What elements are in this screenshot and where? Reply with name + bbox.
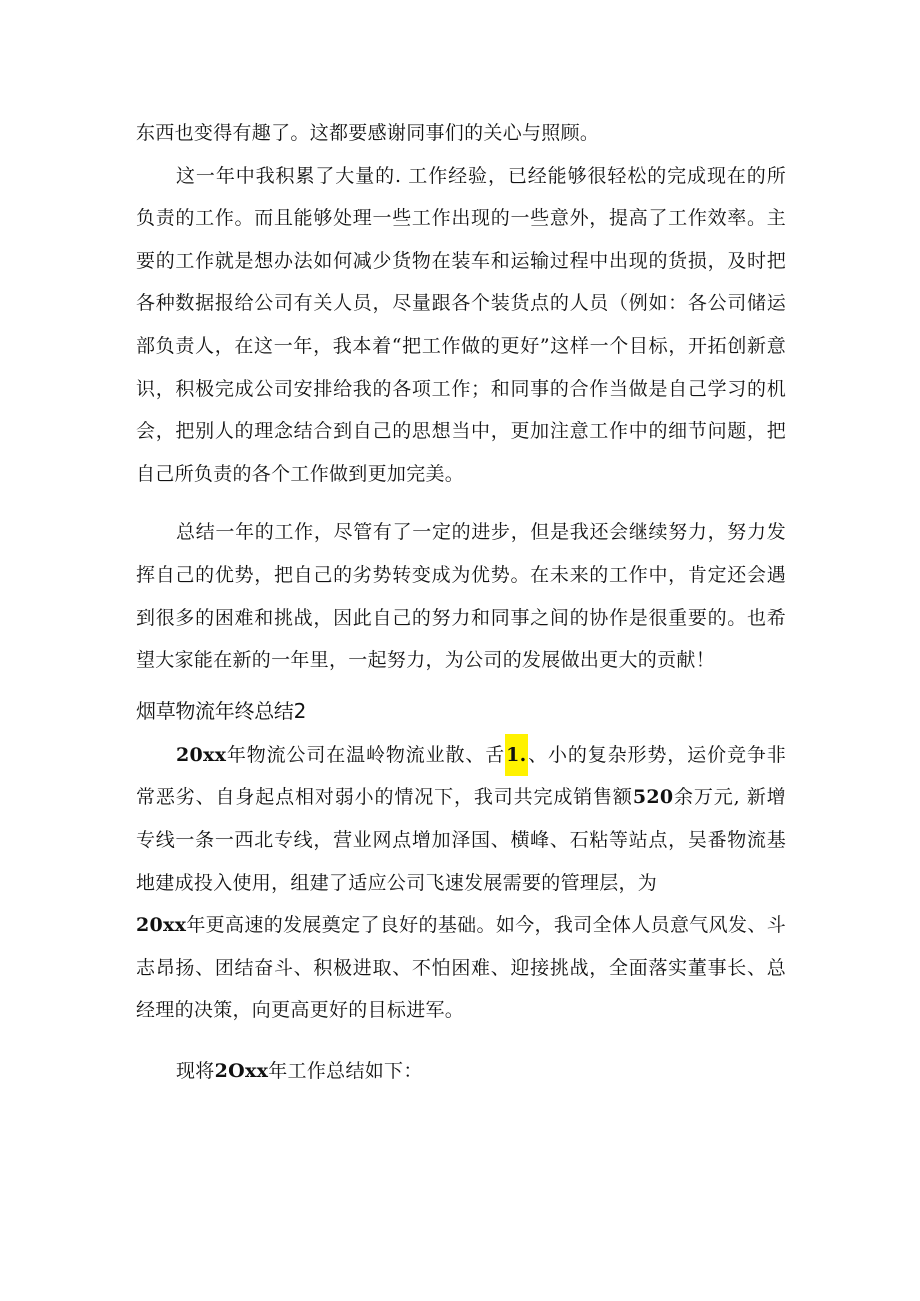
section-heading: 烟草物流年终总结2 — [136, 698, 307, 723]
paragraph-foundation — [136, 904, 786, 1032]
paragraph-text: 年工作总结如下： — [268, 1059, 423, 1082]
paragraph-company-overview — [136, 734, 786, 904]
year-label: 20xx — [136, 914, 187, 937]
paragraph-continuation — [136, 112, 786, 155]
paragraph-text: 年物流公司在温岭物流业散、舌 — [226, 743, 506, 766]
paragraph-text: 年更高速的发展奠定了良好的基础。如今，我司全体人员意气风发、斗志昂扬、团结奋斗、积极进取、不怕困难、迎接挑战，全面落实董事长、总经理的决策，向更高更好的目标进军。 — [136, 914, 786, 1022]
paragraph-summary-intro — [136, 1050, 786, 1093]
sales-amount: 520 — [632, 786, 674, 809]
highlighted-marker: 1. — [505, 734, 527, 776]
paragraph-text: 余万元, 新增专线一条一西北专线，营业网点增加泽国、横峰、石粘等站点，吴番物流基地建成投入使用，组建了适应公司飞速发展需要的管理层，为 — [136, 786, 786, 894]
paragraph-text: 东西也变得有趣了。这都要感谢同事们的关心与照顾。 — [136, 122, 600, 144]
year-label: 2Oxx — [214, 1059, 269, 1082]
paragraph-work-experience — [136, 155, 786, 496]
paragraph-year-summary — [136, 511, 786, 681]
document-body — [136, 112, 786, 1092]
paragraph-text: 现将 — [176, 1059, 215, 1082]
paragraph-text: 总结一年的工作，尽管有了一定的进步，但是我还会继续努力，努力发挥自己的优势，把自己的劣势转变成为优势。在未来的工作中，肯定还会遇到很多的困难和挑战，因此自己的努力和同事之间的协作是很重要的。也希望大家能在新的一年里，一起努力，为公司的发展做出更大的贡献！ — [136, 521, 786, 672]
paragraph-text: 、小的复杂形势，运价竞争非常恶劣、自身起点相对弱小的情况下，我司共完成销售额 — [136, 743, 786, 809]
paragraph-text: 这一年中我积累了大量的. 工作经验，已经能够很轻松的完成现在的所负责的工作。而且能够处理一些工作出现的一些意外，提高了工作效率。主要的工作就是想办法如何减少货物在装车和运输过程中出现的货损，及时把各种数据报给公司有关人员，尽量跟各个装货点的人员（例如：各公司储运部负责人，在这一年，我本着“把工作做的更好”这样一个目标，开拓创新意识，积极完成公司安排给我的各项工作；和同事的合作当做是自己学习的机会，把别人的理念结合到自己的思想当中，更加注意工作中的细节问题，把自己所负责的各个工作做到更加完美。 — [136, 164, 786, 485]
year-label: 20xx — [176, 743, 227, 766]
